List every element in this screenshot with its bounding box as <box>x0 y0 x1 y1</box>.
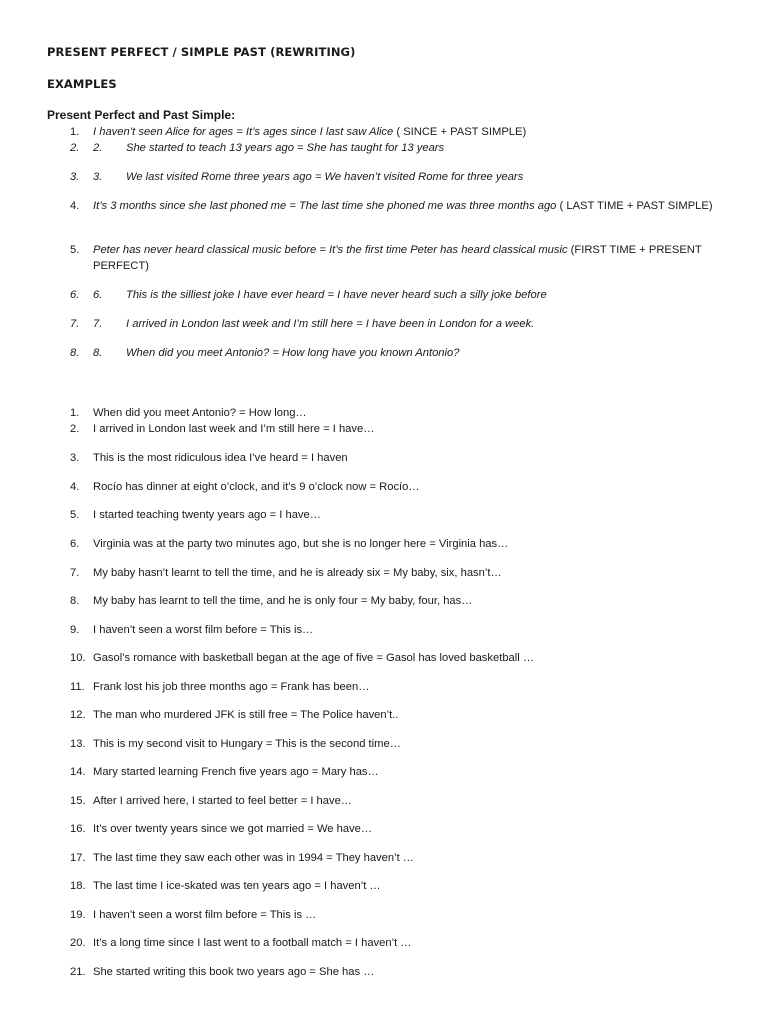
example-number: 5. <box>70 244 80 256</box>
example-number-inner: 8. <box>93 347 103 359</box>
example-number-inner: 6. <box>93 289 103 301</box>
exercise-sentence: I arrived in London last week and I’m still here = I have… <box>93 423 375 435</box>
exercise-sentence: It’s over twenty years since we got married = We have… <box>93 823 373 835</box>
exercise-sentence: Mary started learning French five years ago = Mary has… <box>93 766 379 778</box>
exercise-number: 7. <box>70 567 80 579</box>
example-number: 6. <box>70 289 80 301</box>
exercise-sentence: After I arrived here, I started to feel better = I have… <box>93 795 352 807</box>
exercise-sentence: I started teaching twenty years ago = I have… <box>93 509 321 521</box>
example-sentence: This is the silliest joke I have ever heard = I have never heard such a silly joke before <box>126 289 547 301</box>
exercise-number: 17. <box>70 852 86 864</box>
exercise-number: 2. <box>70 423 80 435</box>
exercise-sentence: I haven’t seen a worst film before = This is … <box>93 909 317 921</box>
exercise-sentence: My baby hasn’t learnt to tell the time, and he is already six = My baby, six, hasn’t… <box>93 567 502 579</box>
exercise-sentence: Gasol’s romance with basketball began at the age of five = Gasol has loved basketball … <box>93 652 535 664</box>
example-number: 4. <box>70 200 80 212</box>
example-sentence: When did you meet Antonio? = How long have you known Antonio? <box>126 347 460 359</box>
exercise-sentence: When did you meet Antonio? = How long… <box>93 407 307 419</box>
example-rule: (FIRST TIME + PRESENT PERFECT) <box>93 244 702 272</box>
exercise-number: 19. <box>70 909 86 921</box>
example-number: 8. <box>70 347 80 359</box>
example-sentence: I haven’t seen Alice for ages = It’s ages since I last saw Alice <box>93 126 394 138</box>
exercise-number: 9. <box>70 624 80 636</box>
example-number: 2. <box>70 142 80 154</box>
exercise-number: 10. <box>70 652 86 664</box>
exercise-sentence: Rocío has dinner at eight o’clock, and it’s 9 o’clock now = Rocío… <box>93 481 420 493</box>
section-subheading: Present Perfect and Past Simple: <box>47 108 236 122</box>
example-sentence: I arrived in London last week and I’m still here = I have been in London for a week. <box>126 318 535 330</box>
page-title: PRESENT PERFECT / SIMPLE PAST (REWRITING) <box>47 45 356 59</box>
exercise-sentence: The last time they saw each other was in 1994 = They haven’t … <box>93 852 414 864</box>
example-rule: ( SINCE + PAST SIMPLE) <box>393 126 527 138</box>
exercise-number: 18. <box>70 880 86 892</box>
exercise-number: 14. <box>70 766 86 778</box>
exercise-number: 1. <box>70 407 80 419</box>
exercise-sentence: I haven’t seen a worst film before = This is… <box>93 624 314 636</box>
examples-heading: EXAMPLES <box>47 77 117 91</box>
example-sentence: We last visited Rome three years ago = We haven’t visited Rome for three years <box>126 171 524 183</box>
exercise-number: 8. <box>70 595 80 607</box>
exercise-number: 16. <box>70 823 86 835</box>
exercise-sentence: The man who murdered JFK is still free = The Police haven’t.. <box>93 709 399 721</box>
example-sentence: It’s 3 months since she last phoned me = The last time she phoned me was three months ago <box>93 200 557 212</box>
exercise-number: 13. <box>70 738 86 750</box>
exercise-sentence: This is the most ridiculous idea I’ve heard = I haven <box>93 452 348 464</box>
example-rule: ( LAST TIME + PAST SIMPLE) <box>556 200 713 212</box>
exercise-number: 15. <box>70 795 86 807</box>
example-number-inner: 3. <box>93 171 103 183</box>
exercise-number: 12. <box>70 709 86 721</box>
example-number: 7. <box>70 318 80 330</box>
exercise-number: 6. <box>70 538 80 550</box>
exercise-number: 11. <box>70 681 85 693</box>
exercise-number: 3. <box>70 452 80 464</box>
exercise-number: 20. <box>70 937 86 949</box>
example-sentence: Peter has never heard classical music before = It’s the first time Peter has heard classical music <box>93 244 568 256</box>
exercise-sentence: Virginia was at the party two minutes ago, but she is no longer here = Virginia has… <box>93 538 509 550</box>
example-number-inner: 2. <box>93 142 103 154</box>
example-number: 1. <box>70 126 80 138</box>
exercise-sentence: Frank lost his job three months ago = Frank has been… <box>93 681 370 693</box>
exercise-number: 4. <box>70 481 80 493</box>
exercise-sentence: It’s a long time since I last went to a football match = I haven’t … <box>93 937 412 949</box>
example-number-inner: 7. <box>93 318 103 330</box>
exercise-sentence: This is my second visit to Hungary = This is the second time… <box>93 738 401 750</box>
example-number: 3. <box>70 171 80 183</box>
exercise-sentence: My baby has learnt to tell the time, and he is only four = My baby, four, has… <box>93 595 473 607</box>
exercise-sentence: The last time I ice-skated was ten years ago = I haven’t … <box>93 880 381 892</box>
example-sentence: She started to teach 13 years ago = She has taught for 13 years <box>126 142 445 154</box>
exercise-number: 5. <box>70 509 80 521</box>
exercise-sentence: She started writing this book two years ago = She has … <box>93 966 375 978</box>
exercise-number: 21. <box>70 966 86 978</box>
